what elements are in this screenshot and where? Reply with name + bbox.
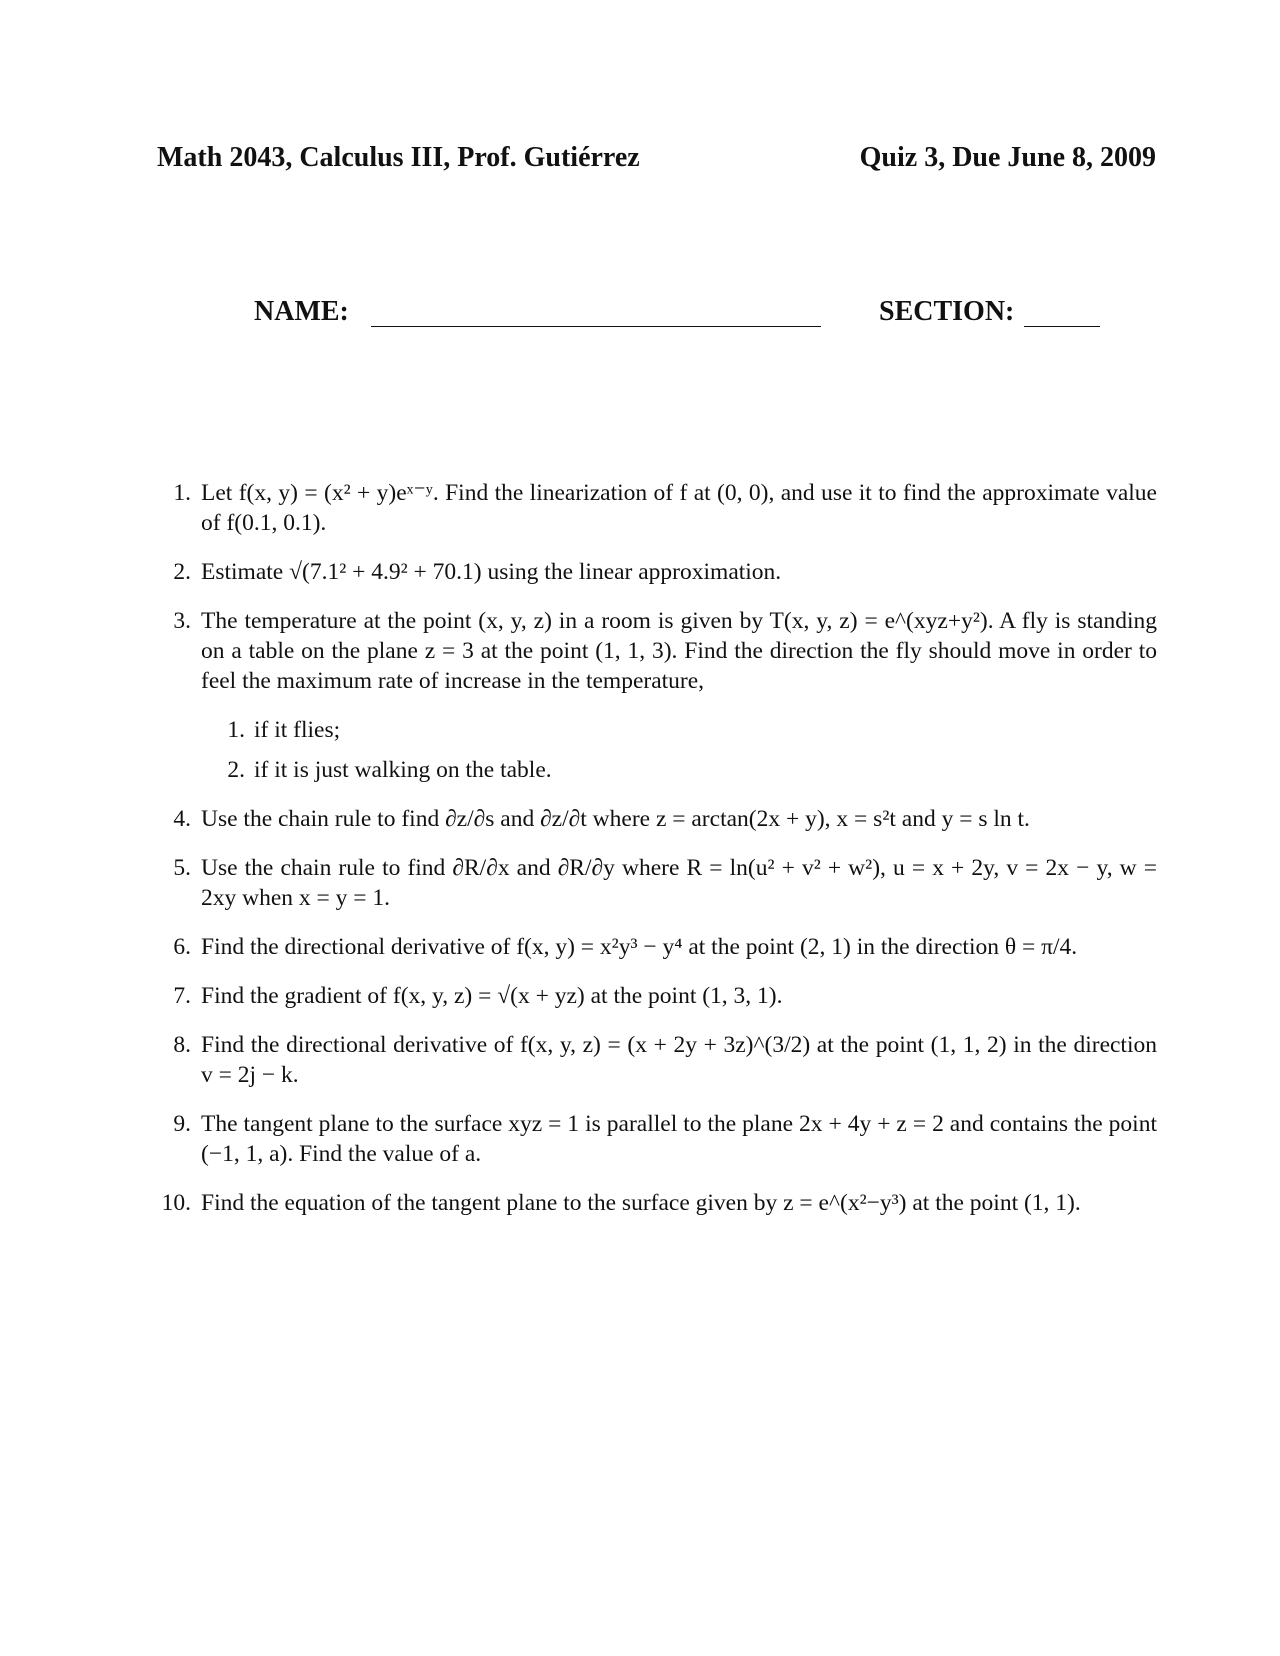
problem-8 bbox=[157, 1030, 1157, 1090]
section-blank bbox=[1024, 326, 1100, 327]
subpart-text: if it is just walking on the table. bbox=[254, 757, 552, 783]
problem-9 bbox=[157, 1109, 1157, 1169]
problem-text: Use the chain rule to find ∂z/∂s and ∂z/∂t where z = arctan(2x + y), x = s²t and y = s ln t. bbox=[201, 806, 1030, 832]
course-title: Math 2043, Calculus III, Prof. Gutiérrez bbox=[157, 142, 640, 173]
name-label: NAME: bbox=[254, 296, 349, 327]
problem-number: 3. bbox=[173, 608, 191, 634]
problem-text: Find the gradient of f(x, y, z) = √(x + yz) at the point (1, 3, 1). bbox=[201, 983, 783, 1009]
problem-text: Find the equation of the tangent plane to the surface given by z = e^(x²−y³) at the point (1, 1). bbox=[201, 1190, 1081, 1216]
problem-7 bbox=[157, 981, 1157, 1011]
subpart-2 bbox=[157, 755, 1157, 785]
problem-number: 1. bbox=[173, 480, 191, 506]
problem-5 bbox=[157, 853, 1157, 913]
subpart-number: 1. bbox=[227, 717, 245, 743]
problem-text: Find the directional derivative of f(x, y, z) = (x + 2y + 3z)^(3/2) at the point (1, 1, 2) in the direction v = 2j − k. bbox=[201, 1032, 1157, 1088]
problem-number: 5. bbox=[173, 855, 191, 881]
problem-list bbox=[157, 478, 1157, 1237]
problem-number: 4. bbox=[173, 806, 191, 832]
problem-10 bbox=[157, 1188, 1157, 1218]
problem-number: 10. bbox=[161, 1190, 191, 1216]
problem-2 bbox=[157, 557, 1157, 587]
problem-number: 9. bbox=[173, 1111, 191, 1137]
name-blank bbox=[371, 326, 821, 327]
quiz-title: Quiz 3, Due June 8, 2009 bbox=[859, 142, 1156, 173]
quiz-header bbox=[157, 142, 1156, 174]
problem-text: Estimate √(7.1² + 4.9² + 70.1) using the linear approximation. bbox=[201, 559, 782, 585]
problem-6 bbox=[157, 932, 1157, 962]
problem-text: Use the chain rule to find ∂R/∂x and ∂R/∂y where R = ln(u² + v² + w²), u = x + 2y, v = 2x − y, w = 2xy when x = y = 1. bbox=[201, 855, 1157, 911]
problem-number: 2. bbox=[173, 559, 191, 585]
problem-text: The tangent plane to the surface xyz = 1 is parallel to the plane 2x + 4y + z = 2 and contains the point (−1, 1, a). Find the value of a. bbox=[201, 1111, 1157, 1167]
subpart-1 bbox=[157, 715, 1157, 745]
problem-text: Let f(x, y) = (x² + y)eˣ⁻ʸ. Find the linearization of f at (0, 0), and use it to find the approximate value of f(0.1, 0.1). bbox=[201, 480, 1157, 536]
problem-3 bbox=[157, 606, 1157, 696]
problem-text: Find the directional derivative of f(x, y) = x²y³ − y⁴ at the point (2, 1) in the direction θ = π/4. bbox=[201, 934, 1078, 960]
problem-1 bbox=[157, 478, 1157, 538]
problem-text: The temperature at the point (x, y, z) in a room is given by T(x, y, z) = e^(xyz+y²). A fly is standing on a table on the plane z = 3 at the point (1, 1, 3). Find the direction the fly should move in order to feel the maximum rate of increase in the temperature, bbox=[201, 608, 1157, 694]
problem-4 bbox=[157, 804, 1157, 834]
subpart-text: if it flies; bbox=[254, 717, 341, 743]
problem-number: 6. bbox=[173, 934, 191, 960]
problem-number: 8. bbox=[173, 1032, 191, 1058]
problem-number: 7. bbox=[173, 983, 191, 1009]
section-label: SECTION: bbox=[879, 296, 1015, 327]
problem-3-subparts bbox=[157, 715, 1157, 785]
subpart-number: 2. bbox=[227, 757, 245, 783]
